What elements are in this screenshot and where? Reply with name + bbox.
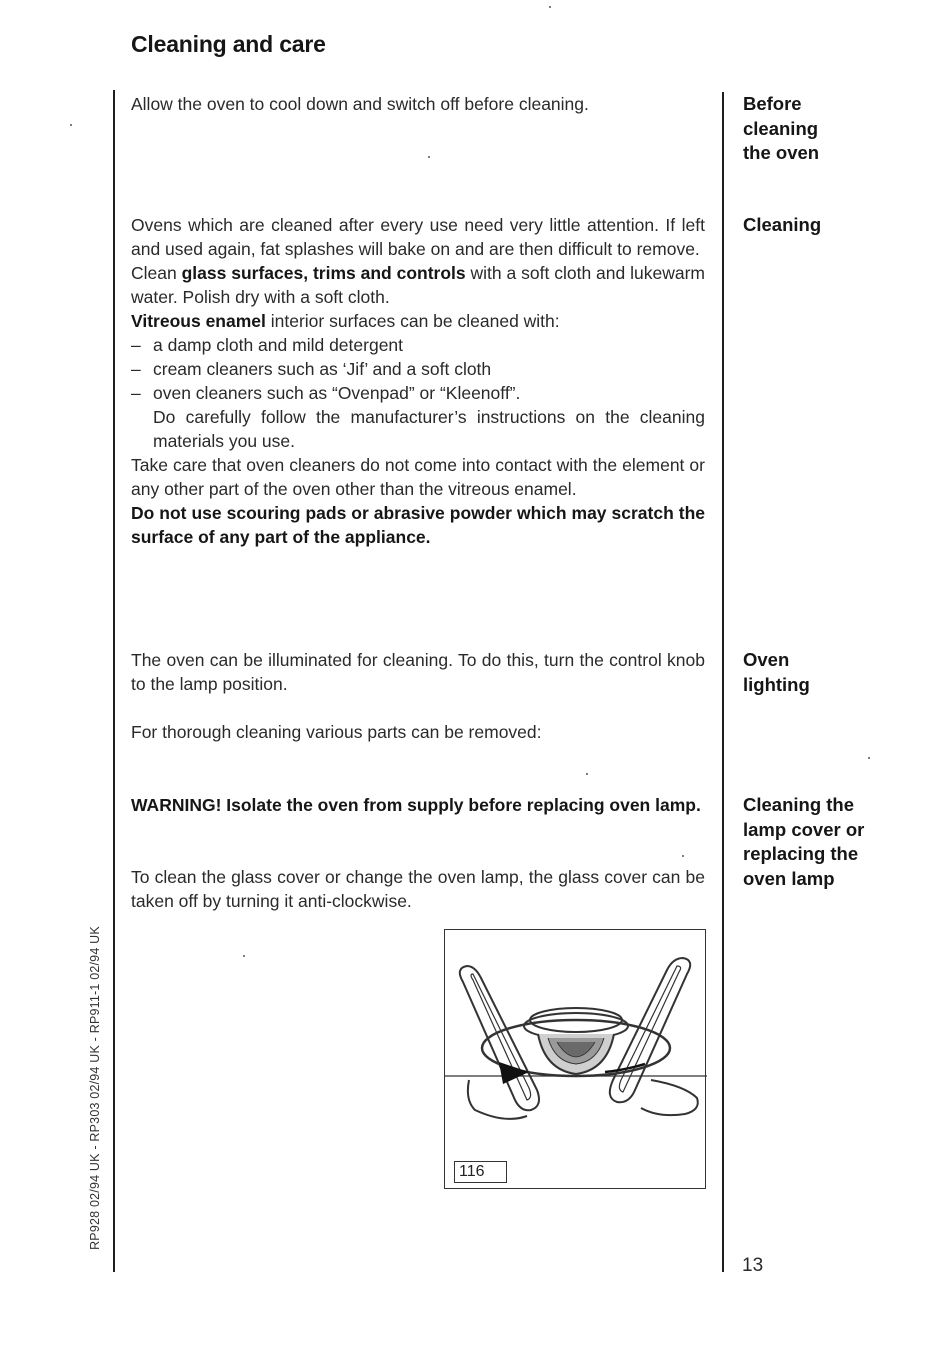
cleaning-paragraph: Ovens which are cleaned after every use need very little attention. If left and used again, fat splashes will bake on and are then difficult to remove.	[131, 215, 705, 259]
lamp-cover-text: To clean the glass cover or change the oven lamp, the glass cover can be taken off by turning it anti-clockwise.	[131, 867, 705, 911]
lamp-cover-heading: Cleaning the lamp cover or replacing the oven lamp	[743, 794, 865, 889]
scan-speck	[586, 773, 588, 775]
cleaning-glass-paragraph	[131, 261, 705, 309]
oven-lighting-heading: Oven lighting	[743, 649, 810, 695]
removable-parts-text: For thorough cleaning various parts can be removed:	[131, 722, 542, 742]
document-code-text: RP928 02/94 UK - RP303 02/94 UK - RP911-1 02/94 UK	[88, 926, 102, 1250]
warning-text: Isolate the oven from supply before replacing oven lamp.	[221, 795, 701, 815]
scan-speck	[428, 156, 430, 158]
oven-lamp-illustration	[445, 930, 707, 1190]
page-number: 13	[742, 1255, 764, 1276]
figure-number-label: 116	[454, 1161, 507, 1183]
cleaning-glass-post: with a soft cloth and lukewarm water. Polish dry with a soft cloth.	[131, 263, 705, 307]
list-item: – cream cleaners such as ‘Jif’ and a soft cloth	[131, 357, 705, 381]
cleaning-body	[131, 213, 705, 549]
oven-lighting-text: The oven can be illuminated for cleaning. To do this, turn the control knob to the lamp position.	[131, 650, 705, 694]
before-cleaning-text: Allow the oven to cool down and switch off before cleaning.	[131, 94, 589, 114]
scan-speck	[868, 757, 870, 759]
cleaning-heading: Cleaning	[743, 214, 822, 235]
manufacturer-note: Do carefully follow the manufacturer’s instructions on the cleaning materials you use.	[153, 407, 705, 451]
scan-speck	[70, 124, 72, 126]
left-margin-rule	[113, 90, 115, 1272]
scan-speck	[549, 6, 551, 8]
right-margin-rule	[722, 92, 724, 1272]
vitreous-enamel-emphasis: Vitreous enamel	[131, 311, 266, 331]
page-title: Cleaning and care	[131, 31, 326, 57]
scouring-warning: Do not use scouring pads or abrasive powder which may scratch the surface of any part of the appliance.	[131, 503, 705, 547]
scan-speck	[243, 955, 245, 957]
glass-surfaces-emphasis: glass surfaces, trims and controls	[181, 263, 466, 283]
list-item: – oven cleaners such as “Ovenpad” or “Kleenoff”.	[131, 381, 705, 405]
list-item: – a damp cloth and mild detergent	[131, 333, 705, 357]
before-cleaning-heading: Before cleaning the oven	[743, 93, 820, 163]
oven-lamp-figure	[444, 929, 706, 1189]
warning-label: WARNING!	[131, 795, 222, 815]
cleaning-methods-list	[131, 333, 705, 405]
lamp-warning	[131, 793, 705, 817]
vitreous-enamel-paragraph	[131, 309, 705, 333]
oven-cleaner-caution: Take care that oven cleaners do not come into contact with the element or any other part of the oven other than the vitreous enamel.	[131, 455, 705, 499]
vitreous-enamel-post: interior surfaces can be cleaned with:	[265, 311, 560, 331]
scan-speck	[682, 855, 684, 857]
cleaning-glass-pre: Clean	[131, 263, 182, 283]
